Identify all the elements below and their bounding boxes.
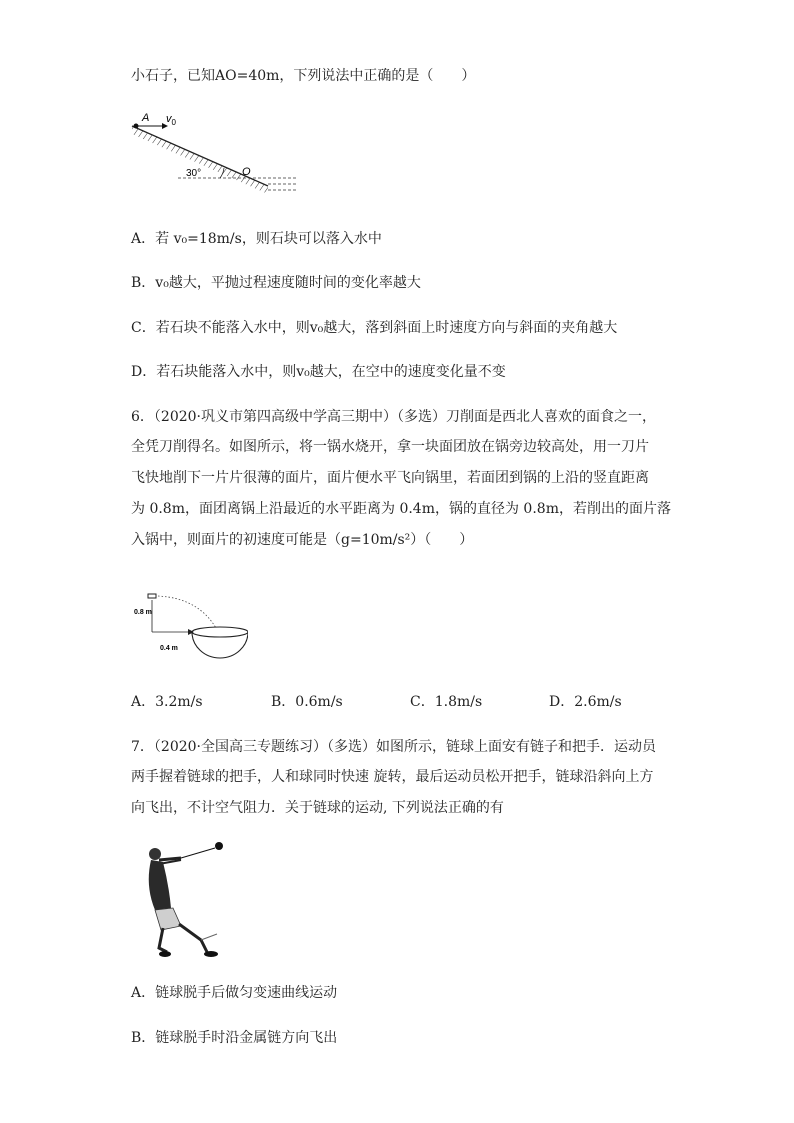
label-A: A [142,112,150,124]
q5-option-a: A．若 v₀=18m/s，则石块可以落入水中 [131,231,382,247]
hammer-thrower-illustration [141,836,251,966]
q5-option-d: D．若石块能落入水中，则v₀越大，在空中的速度变化量不变 [131,364,506,380]
label-v0: $v_0$ [166,113,176,127]
label-angle: 30° [186,168,202,179]
q6-stem-line-1: 6．（2020·巩义市第四高级中学高三期中）（多选）刀削面是西北人喜欢的面食之一， [131,409,656,425]
q5-stem: 小石子，已知AO=40m，下列说法中正确的是（ ） [131,68,476,84]
label-horizontal-distance: 0.4 m [160,645,178,652]
q6-stem-line-5: 入锅中，则面片的初速度可能是（g=10m/s²）（ ） [131,532,474,548]
q7-option-a: A．链球脱手后做匀变速曲线运动 [131,985,338,1001]
q5-option-b: B．v₀越大，平抛过程速度随时间的变化率越大 [131,275,421,291]
q7-stem-line-2: 两手握着链球的把手，人和球同时快速 旋转，最后运动员松开把手，链球沿斜向上方 [131,769,654,785]
q6-stem-line-3: 飞快地削下一片片很薄的面片，面片便水平飞向锅里，若面团到锅的上沿的竖直距离 [131,470,649,486]
q7-stem-line-3: 向飞出，不计空气阻力．关于链球的运动, 下列说法正确的有 [131,800,504,816]
label-vertical-distance: 0.8 m [134,609,152,616]
q6-option-a: A．3.2m/s [131,694,203,710]
q6-stem-line-4: 为 0.8m，面团离锅上沿最近的水平距离为 0.4m，锅的直径为 0.8m，若削出的面片落 [131,501,671,517]
pot-figure [128,588,248,668]
q6-option-b: B．0.6m/s [271,694,343,710]
q7-option-b: B．链球脱手时沿金属链方向飞出 [131,1030,338,1046]
q6-option-d: D．2.6m/s [549,694,622,710]
label-O: O [242,166,251,178]
q7-stem-line-1: 7．（2020·全国高三专题练习）（多选）如图所示，链球上面安有链子和把手．运动员 [131,739,656,755]
q6-stem-line-2: 全凭刀削得名。如图所示，将一锅水烧开，拿一块面团放在锅旁边较高处，用一刀片 [131,439,649,455]
incline-figure [128,108,298,200]
q6-option-c: C．1.8m/s [410,694,483,710]
q5-option-c: C．若石块不能落入水中，则v₀越大，落到斜面上时速度方向与斜面的夹角越大 [131,320,618,336]
